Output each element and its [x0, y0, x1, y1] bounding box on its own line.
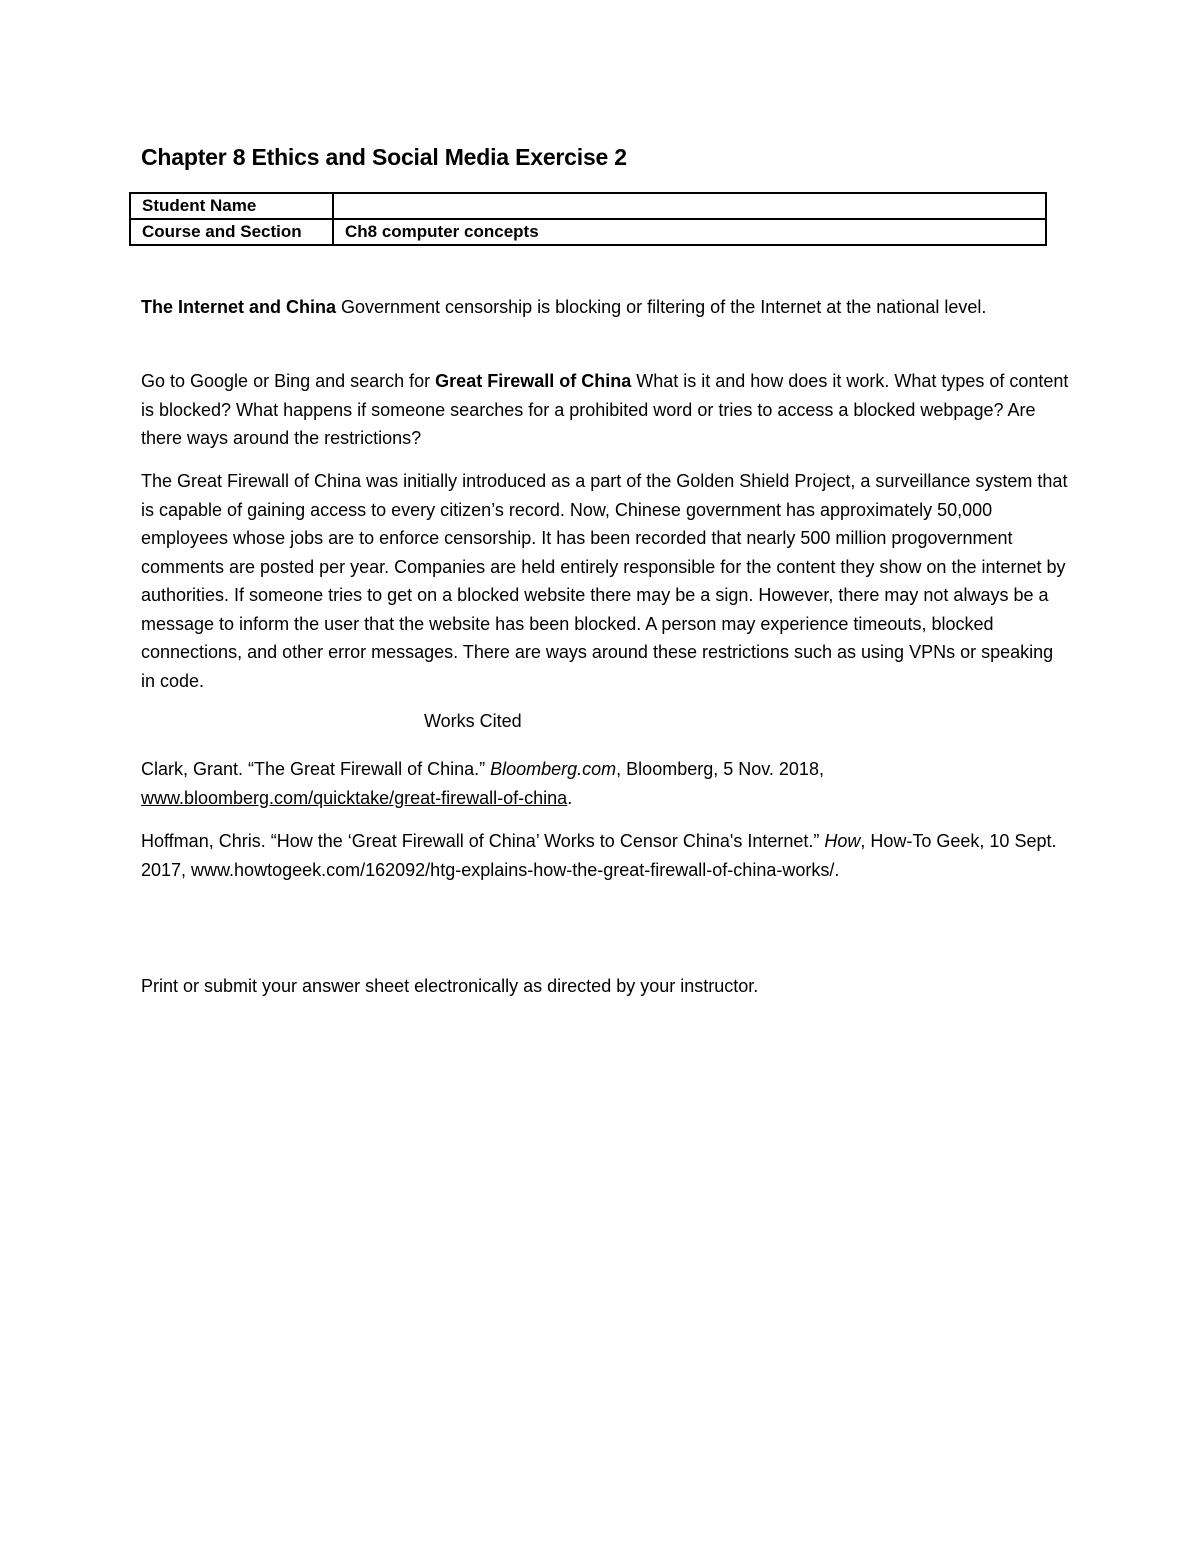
task-text-after: What is it and how does it work. What types of content is blocked? What happens if someone searches for a prohibited word or tries to access a blocked webpage? Are there ways around the restrictions?	[141, 371, 1069, 448]
citation-clark-middle: , Bloomberg, 5 Nov. 2018,	[616, 759, 824, 779]
citation-hoffman-before: Hoffman, Chris. “How the ‘Great Firewall of China’ Works to Censor China's Internet.”	[141, 831, 825, 851]
task-text-before: Go to Google or Bing and search for	[141, 371, 436, 391]
intro-text: Government censorship is blocking or filtering of the Internet at the national level.	[336, 297, 987, 317]
course-section-label: Course and Section	[130, 219, 333, 245]
student-info-table	[129, 192, 1047, 246]
citation-clark	[141, 755, 1071, 812]
citation-clark-before: Clark, Grant. “The Great Firewall of China.”	[141, 759, 491, 779]
print-instruction: Print or submit your answer sheet electronically as directed by your instructor.	[141, 976, 759, 996]
citation-clark-italic: Bloomberg.com	[490, 759, 617, 779]
works-cited-heading: Works Cited	[424, 711, 522, 731]
intro-paragraph	[141, 293, 1071, 322]
student-name-value	[333, 193, 1046, 219]
task-bold-term: Great Firewall of China	[435, 371, 632, 391]
course-section-value: Ch8 computer concepts	[333, 219, 1046, 245]
course-section-row	[130, 219, 1046, 245]
citation-hoffman-after: , How-To Geek, 10 Sept. 2017, www.howtogeek.com/162092/htg-explains-how-the-great-firewall-of-china-works/.	[141, 831, 1057, 880]
citation-hoffman	[141, 827, 1071, 884]
answer-paragraph: The Great Firewall of China was initially introduced as a part of the Golden Shield Project, a surveillance system that is capable of gaining access to every citizen’s record. Now, Chinese government has approximately 50,000 employees whose jobs are to enforce censorship. It has been recorded that nearly 500 million progovernment comments are posted per year. Companies are held entirely responsible for the content they show on the internet by authorities. If someone tries to get on a blocked website there may be a sign. However, there may not always be a message to inform the user that the website has been blocked. A person may experience timeouts, blocked connections, and other error messages. There are ways around these restrictions such as using VPNs or speaking in code.	[141, 471, 1068, 691]
citation-hoffman-italic: How	[824, 831, 861, 851]
task-paragraph	[141, 367, 1071, 453]
document-title: Chapter 8 Ethics and Social Media Exercise 2	[141, 144, 627, 170]
student-name-label: Student Name	[130, 193, 333, 219]
citation-clark-after: .	[567, 787, 573, 808]
student-name-row	[130, 193, 1046, 219]
citation-clark-link[interactable]: www.bloomberg.com/quicktake/great-firewall-of-china	[141, 787, 568, 808]
intro-bold-lead: The Internet and China	[141, 297, 337, 317]
